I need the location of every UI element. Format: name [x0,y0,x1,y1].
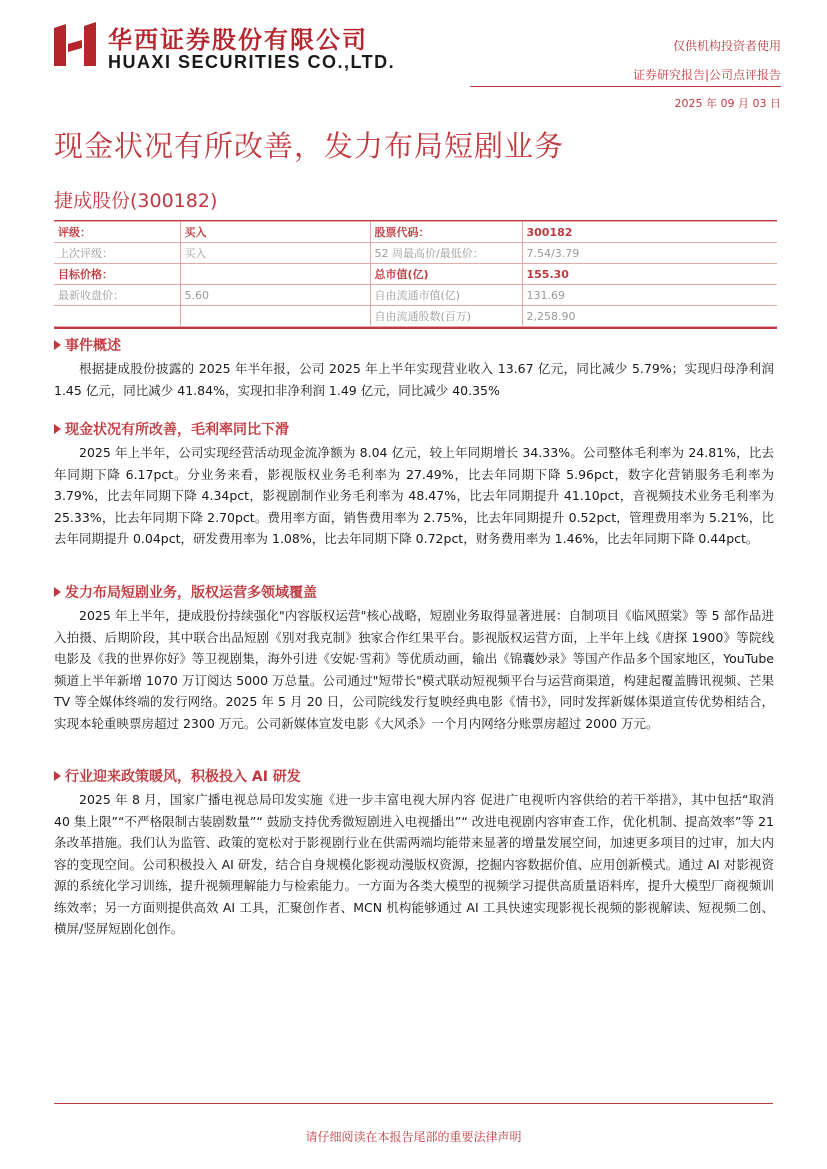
label-stock-code: 股票代码： [370,222,522,243]
section-heading-text: 现金状况有所改善，毛利率同比下滑 [65,422,289,438]
value-close-price: 5.60 [180,285,370,306]
value-prev-rating: 买入 [180,243,370,264]
value-market-cap: 155.30 [522,264,777,285]
table-row [54,306,777,327]
label-52w-range: 52 周最高价/最低价： [370,243,522,264]
label-float-cap: 自由流通市值(亿) [370,285,522,306]
stock-name: 捷成股份(300182) [54,190,218,212]
label-market-cap: 总市值(亿) [370,264,522,285]
triangle-bullet-icon [54,587,61,597]
label-empty [54,306,180,327]
section-cash-margin [54,420,774,550]
triangle-bullet-icon [54,424,61,434]
section-paragraph: 根据捷成股份披露的 2025 年半年报，公司 2025 年上半年实现营业收入 13.67 亿元，同比减少 5.79%；实现归母净利润 1.45 亿元，同比减少 41.84%，实现扣非净利润 1.49 亿元，同比减少 40.35% [54,361,774,398]
table-row [54,285,777,306]
company-name-cn: 华西证券股份有限公司 [108,26,368,54]
table-row [54,222,777,243]
triangle-bullet-icon [54,771,61,781]
value-target-price [180,264,370,285]
section-short-drama [54,583,774,734]
section-heading-text: 事件概述 [65,338,121,354]
section-heading-text: 发力布局短剧业务，版权运营多领域覆盖 [65,585,317,601]
section-event-overview [54,336,774,401]
section-heading [54,420,774,440]
report-title: 现金状况有所改善，发力布局短剧业务 [54,129,565,163]
label-target-price: 目标价格： [54,264,180,285]
triangle-bullet-icon [54,340,61,350]
label-rating: 评级： [54,222,180,243]
footer-divider [54,1103,773,1104]
section-heading [54,583,774,603]
label-prev-rating: 上次评级： [54,243,180,264]
header-divider [470,86,781,87]
section-heading-text: 行业迎来政策暖风，积极投入 AI 研发 [65,769,301,785]
table-row [54,243,777,264]
label-float-shares: 自由流通股数(百万) [370,306,522,327]
section-paragraph: 2025 年上半年，捷成股份持续强化"内容版权运营"核心战略，短剧业务取得显著进展：自制项目《临风照棠》等 5 部作品进入拍摄、后期阶段，其中联合出品短剧《别对我克制》独家合作红果平台。影视版权运营方面，上半年上线《唐探 1900》等院线电影及《我的世界你好》等卫视剧集，海外引进《安妮·雪莉》等优质动画，输出《锦囊妙录》等国产作品多个国家地区，YouTube 频道上半年新增 1070 万订阅达 5000 万总量。公司通过"短带长"模式联动短视频平台与运营商渠道，构建起覆盖腾讯视频、芒果 TV 等全媒体终端的发行网络。2025 年 5 月 20 日，公司院线发行复映经典电影《情书》，同时发挥新媒体渠道宣传优势相结合，实现本轮重映票房超过 2300 万元。公司新媒体宣发电影《大风杀》一个月内网络分账票房超过 2000 万元。 [54,608,774,731]
section-paragraph: 2025 年上半年，公司实现经营活动现金流净额为 8.04 亿元，较上年同期增长 34.33%。公司整体毛利率为 24.81%，比去年同期下降 6.17pct。分业务来看，影视版权业务毛利率为 27.49%，比去年同期下降 5.96pct，数字化营销服务毛利率为 3.79%，比去年同期下降 4.34pct，影视剧制作业务毛利率为 48.47%，比去年同期提升 41.10pct，音视频技术业务毛利率为 25.33%，比去年同期下降 2.70pct。费用率方面，销售费用率为 2.75%，比去年同期提升 0.52pct，管理费用率为 5.21%，比去年同期提升 0.04pct，研发费用率为 1.08%，比去年同期下降 0.72pct，财务费用率为 1.46%，比去年同期下降 0.44pct。 [54,445,774,546]
footer-disclaimer: 请仔细阅读在本报告尾部的重要法律声明 [305,1130,522,1144]
value-float-cap: 131.69 [522,285,777,306]
table-bottom-rule [54,327,777,329]
section-paragraph: 2025 年 8 月，国家广播电视总局印发实施《进一步丰富电视大屏内容 促进广电视听内容供给的若干举措》，其中包括“取消 40 集上限”“不严格限制古装剧数量”“ 鼓励支持优秀微短剧进入电视播出”“ 改进电视剧内容审查工作，优化机制、提高效率”等 21 条改革措施。我们认为监管、政策的宽松对于影视剧行业在供需两端均能带来显著的增量发展空间，加速更多项目的过审，加大内容的变现空间。公司积极投入 AI 研发，结合自身规模化影视动漫版权资源，挖掘内容数据价值、应用创新模式。通过 AI 对影视资源的系统化学习训练，提升视频理解能力与检索能力。一方面为各类大模型的视频学习提供高质量语料库，提升大模型厂商视频训练效率；另一方面则提供高效 AI 工具，汇聚创作者、MCN 机构能够通过 AI 工具快速实现影视长视频的影视解读、短视频二创、横屏/竖屏短剧化创作。 [54,792,774,936]
huaxi-logo-icon [52,22,98,68]
value-rating: 买入 [180,222,370,243]
audience-note: 仅供机构投资者使用 [672,39,781,53]
value-52w-range: 7.54/3.79 [522,243,777,264]
value-stock-code: 300182 [522,222,777,243]
stock-info-table [54,221,777,327]
table-row [54,264,777,285]
value-empty [180,306,370,327]
report-date: 2025 年 09 月 03 日 [674,97,781,110]
section-heading [54,336,774,356]
company-name-en: HUAXI SECURITIES CO.,LTD. [108,52,396,72]
section-policy-ai [54,767,774,940]
label-close-price: 最新收盘价： [54,285,180,306]
value-float-shares: 2,258.90 [522,306,777,327]
report-type: 证券研究报告|公司点评报告 [632,68,781,82]
section-heading [54,767,774,787]
